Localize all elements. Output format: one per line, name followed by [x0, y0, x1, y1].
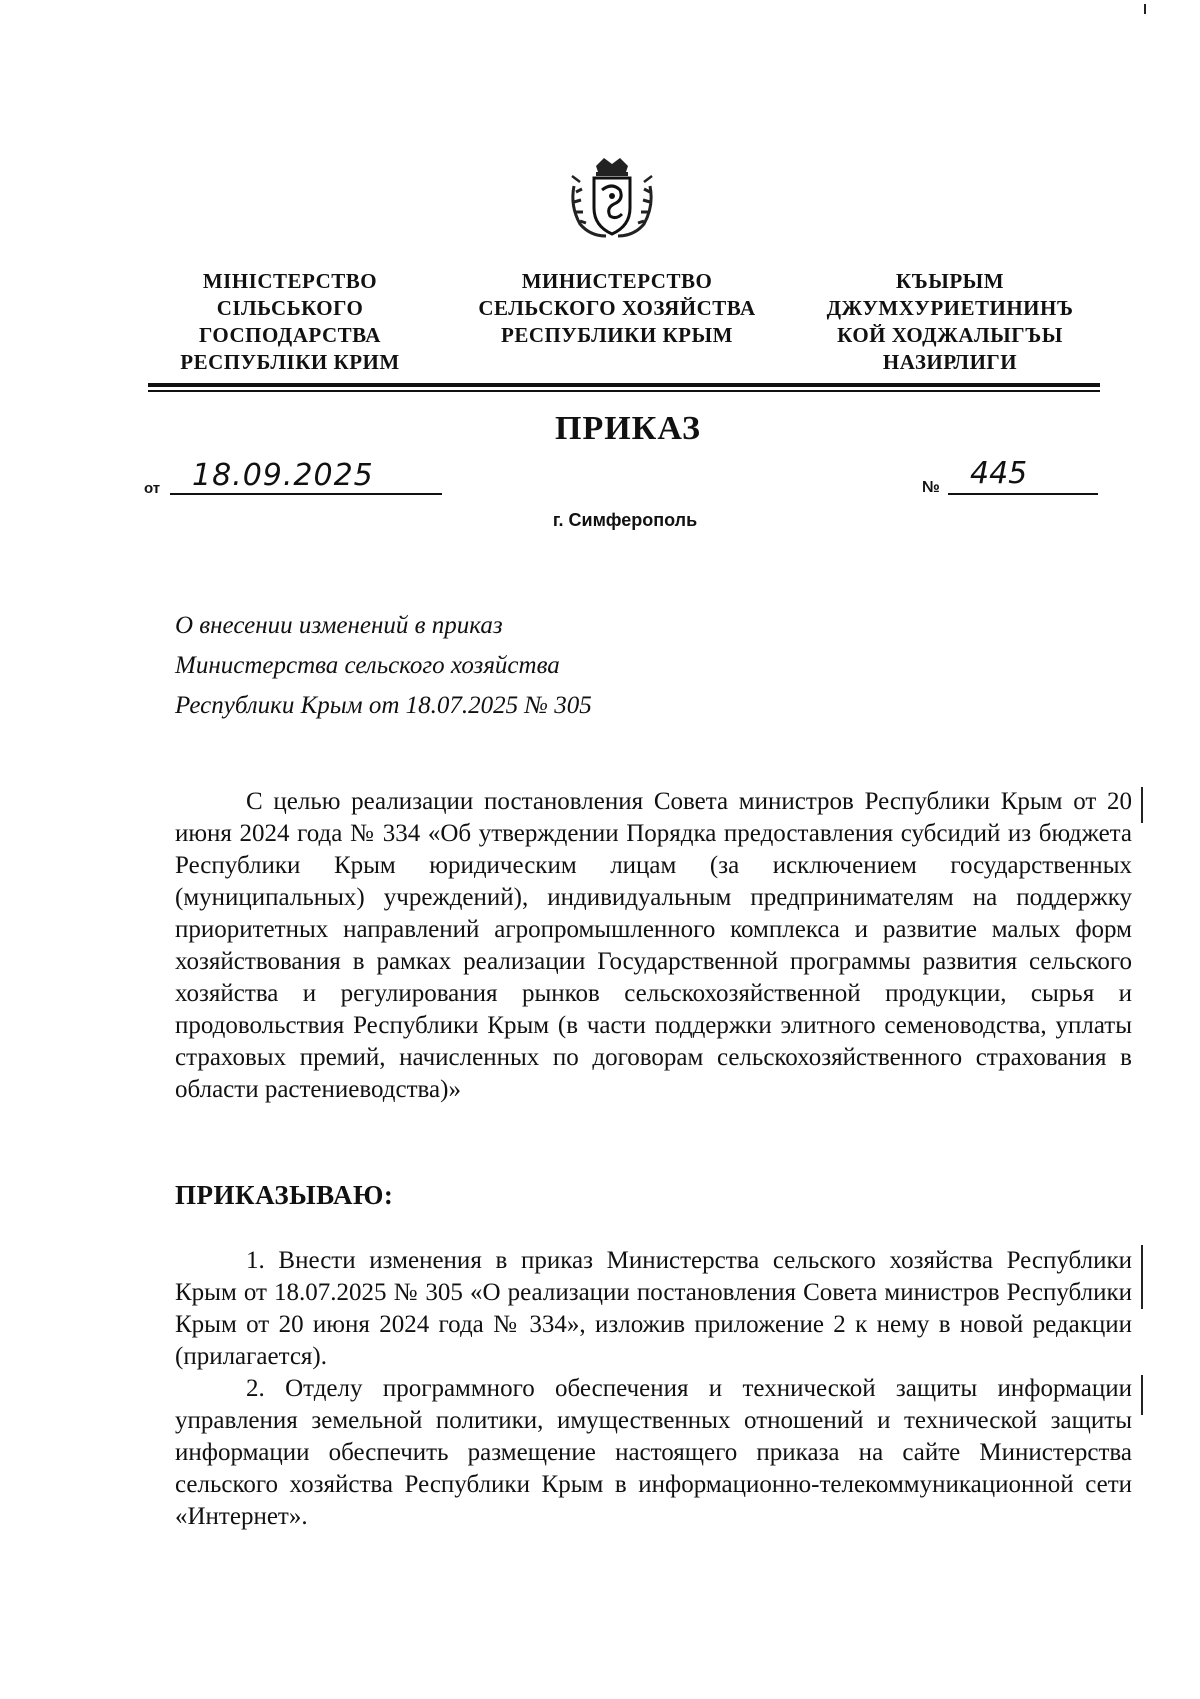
- ministry-ru-line: РЕСПУБЛИКИ КРЫМ: [501, 323, 733, 347]
- preamble-paragraph: С целью реализации постановления Совета министров Республики Крым от 20 июня 2024 года № 334 «Об утверждении Порядка предоставления субсидий из бюджета Республики Крым юридическим лицам (за исключением государственных (муниципальных) учреждений), индивидуальным предпринимателям на поддержку приоритетных направлений агропромышленного комплекса и развитие малых форм хозяйствования в рамках реализации Государственной программы развития сельского хозяйства и регулирования рынков сельскохозяйственной продукции, сырья и продовольствия Республики Крым (в части поддержки элитного семеноводства, уплаты страховых премий, начисленных по договорам сельскохозяйственного страхования в области растениеводства)»: [175, 788, 1132, 1103]
- city-line: г. Симферополь: [552, 510, 698, 530]
- subject-line: О внесении изменений в приказ: [175, 612, 503, 639]
- document-title: ПРИКАЗ: [555, 410, 701, 447]
- order-item: 2. Отделу программного обеспечения и технической защиты информации управления земельной политики, имущественных отношений и технической защиты информации обеспечить размещение настоящего приказа на сайте Министерства сельского хозяйства Республики Крым в информационно-телекоммуникационной сети «Интернет».: [175, 1375, 1132, 1530]
- header-divider-thick: [148, 383, 1100, 387]
- order-subject: [175, 606, 775, 726]
- preamble: [175, 786, 1132, 1106]
- ministry-ua-line: РЕСПУБЛІКИ КРИМ: [180, 350, 400, 374]
- order-heading: ПРИКАЗЫВАЮ:: [175, 1180, 394, 1210]
- number-underline: [948, 493, 1098, 495]
- number-handwritten: 445: [970, 456, 1028, 491]
- subject-line: Республики Крым от 18.07.2025 № 305: [175, 692, 592, 719]
- ministry-name-crimean-tatar: [800, 268, 1100, 376]
- order-items: [175, 1245, 1132, 1533]
- ministry-name-ukrainian: [150, 268, 430, 376]
- header-divider-thin: [148, 390, 1100, 392]
- ministry-name-russian: [452, 268, 782, 349]
- date-underline: [170, 493, 442, 495]
- ministry-ru-line: СЕЛЬСКОГО ХОЗЯЙСТВА: [478, 296, 756, 320]
- ministry-crh-line: КОЙ ХОДЖАЛЫГЪЫ: [837, 323, 1063, 347]
- ministry-ua-line: МІНІСТЕРСТВО: [202, 269, 378, 293]
- crimea-coat-of-arms-icon: [566, 156, 658, 240]
- date-handwritten: 18.09.2025: [192, 458, 374, 493]
- subject-line: Министерства сельского хозяйства: [175, 652, 560, 679]
- order-item: 1. Внести изменения в приказ Министерства сельского хозяйства Республики Крым от 18.07.2025 № 305 «О реализации постановления Совета министров Республики Крым от 20 июня 2024 года № 334», изложив приложение 2 к нему в новой редакции (прилагается).: [175, 1247, 1132, 1370]
- scan-edge-mark: [1141, 1375, 1143, 1415]
- scan-edge-mark: [1141, 1245, 1143, 1309]
- ministry-ru-line: МИНИСТЕРСТВО: [521, 269, 713, 293]
- ministry-ua-line: СІЛЬСЬКОГО: [216, 296, 364, 320]
- ministry-ua-line: ГОСПОДАРСТВА: [199, 323, 381, 347]
- date-label: от: [144, 480, 161, 497]
- scan-edge-mark: [1141, 787, 1143, 823]
- ministry-crh-line: НАЗИРЛИГИ: [882, 350, 1018, 374]
- number-label: №: [922, 479, 940, 496]
- ministry-crh-line: КЪЫРЫМ: [895, 269, 1005, 293]
- scan-edge-mark: [1144, 4, 1146, 14]
- ministry-crh-line: ДЖУМХУРИЕТИНИНЪ: [826, 296, 1074, 320]
